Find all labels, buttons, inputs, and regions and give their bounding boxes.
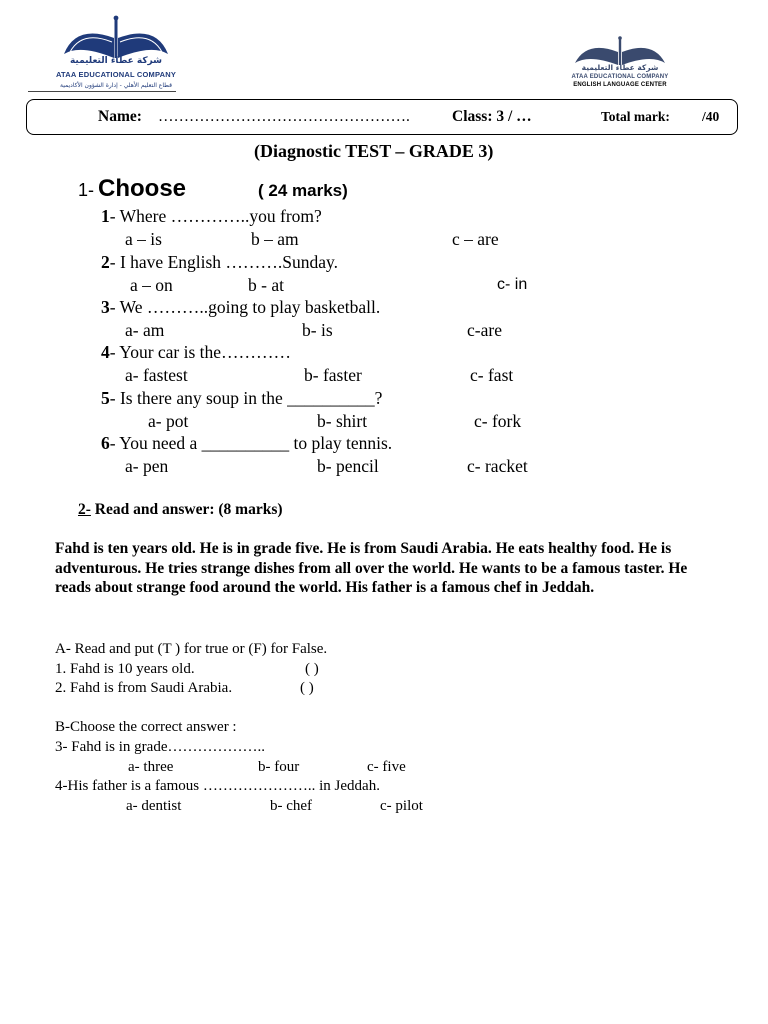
book-emblem-icon (56, 14, 176, 60)
logo-center-name: ENGLISH LANGUAGE CENTER (573, 82, 667, 88)
section1-marks: ( 24 marks) (258, 181, 348, 200)
section2-number: 2- (78, 501, 91, 518)
logo-divider (28, 91, 176, 92)
page-title: (Diagnostic TEST – GRADE 3) (254, 141, 494, 161)
option-a[interactable]: a- pen (125, 456, 169, 476)
question-text: - Where …………..you from? (109, 206, 322, 226)
logo-subtitle: قطاع التعليم الأهلي - إدارة الشؤون الأكاديمية (60, 82, 172, 89)
question-3 (101, 297, 380, 318)
logo-arabic-name: شركة عطاء التعليمية (581, 63, 659, 72)
question-2 (101, 252, 338, 273)
option-b[interactable]: b- pencil (317, 456, 379, 476)
total-mark-label: Total mark: (601, 109, 670, 124)
section2-title: Read and answer: (8 marks) (90, 501, 283, 518)
question-text: - You need a __________ to play tennis. (109, 433, 393, 453)
part-b-question-3: 3- Fahd is in grade……………….. (55, 739, 265, 755)
question-1 (101, 206, 322, 227)
part-b-instruction: B-Choose the correct answer : (55, 719, 237, 735)
option-a[interactable]: a- am (125, 320, 165, 340)
question-text: - Is there any soup in the __________? (109, 388, 383, 408)
total-mark-value: /40 (702, 109, 720, 124)
option-a[interactable]: a – on (130, 275, 173, 295)
option-c[interactable]: c- pilot (380, 798, 423, 814)
student-info-box (26, 99, 738, 135)
question-number: 6 (101, 433, 110, 453)
logo-english-name: ATAA EDUCATIONAL COMPANY (56, 70, 177, 79)
question-text: - I have English ……….Sunday. (109, 252, 339, 272)
question-number: 5 (101, 388, 110, 408)
question-number: 2 (101, 252, 110, 272)
option-c[interactable]: c- racket (467, 456, 528, 476)
question-5 (101, 388, 382, 409)
reading-passage: Fahd is ten years old. He is in grade five. He is from Saudi Arabia. He eats healthy food. He is adventurous. He tries strange dishes from all over the world. He wants to be a famous taster. He reads about strange food around the world. His father is a famous chef in Jeddah. (55, 540, 688, 597)
part-b-question-4: 4-His father is a famous ………………….. in Jeddah. (55, 778, 380, 794)
logo-english-name: ATAA EDUCATIONAL COMPANY (571, 74, 669, 80)
option-a[interactable]: a- fastest (125, 365, 188, 385)
option-b[interactable]: b – am (251, 229, 299, 249)
question-text: - We ………..going to play basketball. (109, 297, 381, 317)
option-b[interactable]: b- four (258, 759, 300, 775)
option-a[interactable]: a – is (125, 229, 162, 249)
option-c[interactable]: c-are (467, 320, 502, 340)
name-field[interactable]: …………………………………………. (158, 108, 410, 125)
true-false-item-1: 1. Fahd is 10 years old. (55, 661, 195, 677)
true-false-item-2: 2. Fahd is from Saudi Arabia. (55, 680, 233, 696)
option-c[interactable]: c – are (452, 229, 499, 249)
option-b[interactable]: b- chef (270, 798, 313, 814)
option-b[interactable]: b - at (248, 275, 284, 295)
logo-arabic-name: شركة عطاء التعليمية (69, 56, 163, 66)
section1-number: 1- (78, 180, 95, 200)
option-a[interactable]: a- dentist (126, 798, 182, 814)
name-label: Name: (98, 108, 142, 125)
option-c[interactable]: c- fork (474, 411, 522, 431)
option-a[interactable]: a- three (128, 759, 174, 775)
question-number: 1 (101, 206, 110, 226)
section1-title: Choose (98, 175, 187, 202)
question-text: - Your car is the………… (109, 342, 292, 362)
question-number: 4 (101, 342, 110, 362)
class-field[interactable]: Class: 3 / … (452, 108, 532, 125)
answer-bracket-2[interactable]: ( ) (300, 680, 314, 696)
book-emblem-icon (565, 36, 675, 66)
option-b[interactable]: b- faster (304, 365, 362, 385)
answer-bracket-1[interactable]: ( ) (305, 661, 319, 677)
ataa-logo-left (56, 14, 176, 98)
option-c[interactable]: c- five (367, 759, 406, 775)
option-b[interactable]: b- is (302, 320, 333, 340)
option-b[interactable]: b- shirt (317, 411, 368, 431)
section1-heading (78, 175, 186, 203)
question-6 (101, 433, 392, 454)
part-a-instruction: A- Read and put (T ) for true or (F) for False. (55, 641, 328, 657)
ataa-logo-right (565, 36, 675, 94)
option-a[interactable]: a- pot (148, 411, 189, 431)
option-c[interactable]: c- in (497, 276, 528, 293)
question-4 (101, 342, 291, 363)
section2-heading (78, 501, 283, 519)
question-number: 3 (101, 297, 110, 317)
option-c[interactable]: c- fast (470, 365, 514, 385)
